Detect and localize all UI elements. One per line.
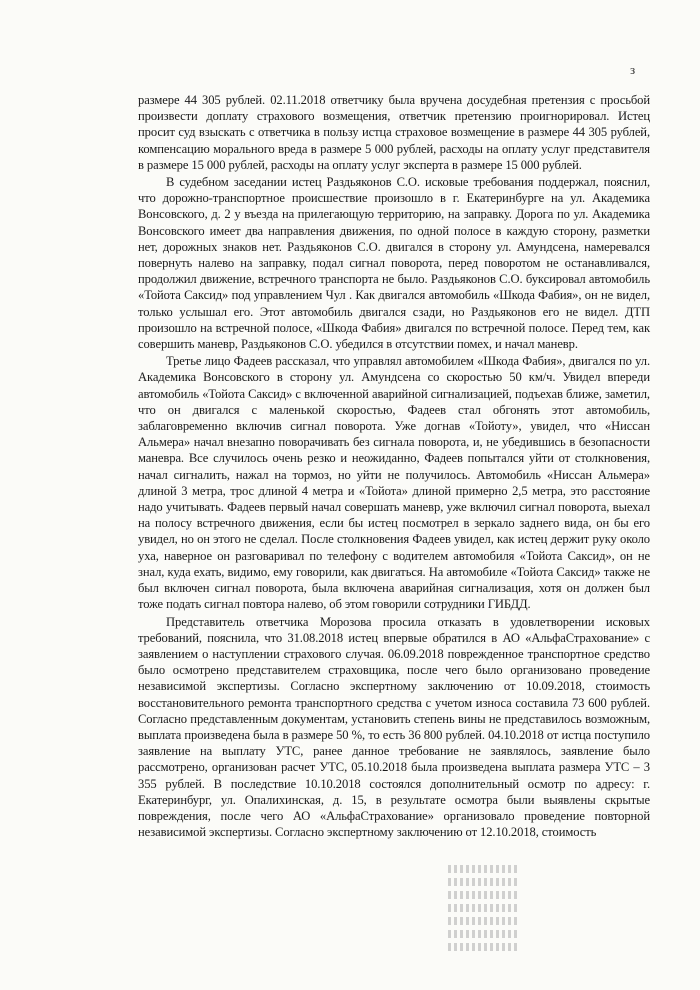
stamp-line (448, 904, 518, 912)
page-number: з (630, 62, 636, 77)
faded-stamp (448, 860, 518, 980)
stamp-line (448, 891, 518, 899)
stamp-line (448, 865, 518, 873)
stamp-line (448, 878, 518, 886)
paragraph-claim-summary: размере 44 305 рублей. 02.11.2018 ответчику была вручена досудебная претензия с просьбой произвести доплату страхового возмещения, ответчик претензию проигнорировал. Истец просит суд взыскать с ответчика в пользу истца страховое возмещение в размере 44 305 рублей, компенсацию морального вреда в размере 5 000 рублей, расходы на оплату услуг представителя в размере 15 000 рублей, расходы на оплату услуг эксперта в размере 15 000 рублей. (138, 93, 650, 172)
stamp-line (448, 917, 518, 925)
paragraph-third-party-testimony: Третье лицо Фадеев рассказал, что управлял автомобилем «Шкода Фабия», двигался по ул. Академика Вонсовского в сторону ул. Амундсена со скоростью 50 км/ч. Увидел впереди автомобиль «Тойота Саксид» с включенной аварийной сигнализацией, подъехав ближе, заметил, что он двигался с маленькой скоростью, Фадеев стал обгонять этот автомобиль, заблаговременно включив сигнал поворота. Уже догнав «Тойоту», увидел, что «Ниссан Альмера» начал внезапно поворачивать без сигнала поворота, и, не убедившись в безопасности маневра. Все случилось очень резко и неожиданно, Фадеев попытался уйти от столкновения, начал сигналить, нажал на тормоз, но уйти не получилось. Автомобиль «Ниссан Альмера» длиной 3 метра, трос длиной 4 метра и «Тойота» длиной примерно 2,5 метра, это расстояние надо учитывать. Фадеев первый начал совершать маневр, уже включил сигнал поворота, выехал на полосу встречного движения, если бы истец посмотрел в зеркало заднего вида, он бы его увидел, но он этого не сделал. После столкновения Фадеев увидел, как истец держит руку около уха, наверное он разговаривал по телефону с водителем автомобиля «Тойота Саксид», он не знал, куда ехать, видимо, ему говорили, как двигаться. На автомобиле «Тойота Саксид» также не был включен сигнал поворота, была включена аварийная сигнализация, хотя он должен был тоже подать сигнал повтора налево, об этом говорили сотрудники ГИБДД. (138, 354, 650, 612)
stamp-line (448, 930, 518, 938)
paragraph-defendant-representative: Представитель ответчика Морозова просила отказать в удовлетворении исковых требований, пояснила, что 31.08.2018 истец впервые обратился в АО «АльфаСтрахование» с заявлением о наступлении страхового случая. 06.09.2018 поврежденное транспортное средство было осмотрено представителем страховщика, после чего было организовано проведение независимой экспертизы. Согласно экспертному заключению от 10.09.2018, стоимость восстановительного ремонта транспортного средства с учетом износа составила 73 600 рублей. Согласно представленным документам, установить степень вины не представилось возможным, выплата произведена была в размере 50 %, то есть 36 800 рублей. 04.10.2018 от истца поступило заявление на выплату УТС, ранее данное требование не заявлялось, заявление было рассмотрено, организован расчет УТС, 05.10.2018 была произведена выплата размера УТС – 3 355 рублей. В последствие 10.10.2018 состоялся дополнительный осмотр по адресу: г. Екатеринбург, ул. Опалихинская, д. 15, в результате осмотра были выявлены скрытые повреждения, после чего АО «АльфаСтрахование» организовало проведение повторной независимой экспертизы. Согласно экспертному заключению от 12.10.2018, стоимость (138, 614, 650, 840)
stamp-line (448, 943, 518, 951)
document-body (138, 92, 650, 840)
paragraph-plaintiff-testimony: В судебном заседании истец Раздьяконов С.О. исковые требования поддержал, пояснил, что дорожно-транспортное происшествие произошло в г. Екатеринбурге на ул. Академика Вонсовского, д. 2 у въезда на прилегающую территорию, на заправку. Дорога по ул. Академика Вонсовского имеет два направления движения, по одной полосе в каждую сторону, разметки нет, дорожных знаков нет. Раздьяконов С.О. двигался в сторону ул. Амундсена, намеревался повернуть налево на заправку, подал сигнал поворота, перед поворотом не останавливался, продолжил движение, встречного транспорта не было. Раздьяконов С.О. буксировал автомобиль «Тойота Саксид» под управлением Чул . Как двигался автомобиль «Шкода Фабия», он не видел, только услышал его. Этот автомобиль двигался сзади, но Раздьяконов его не видел. ДТП произошло на встречной полосе, «Шкода Фабия» двигался по встречной полосе. Перед тем, как совершить маневр, Раздьяконов С.О. убедился в отсутствии помех, и начал маневр. (138, 175, 650, 352)
